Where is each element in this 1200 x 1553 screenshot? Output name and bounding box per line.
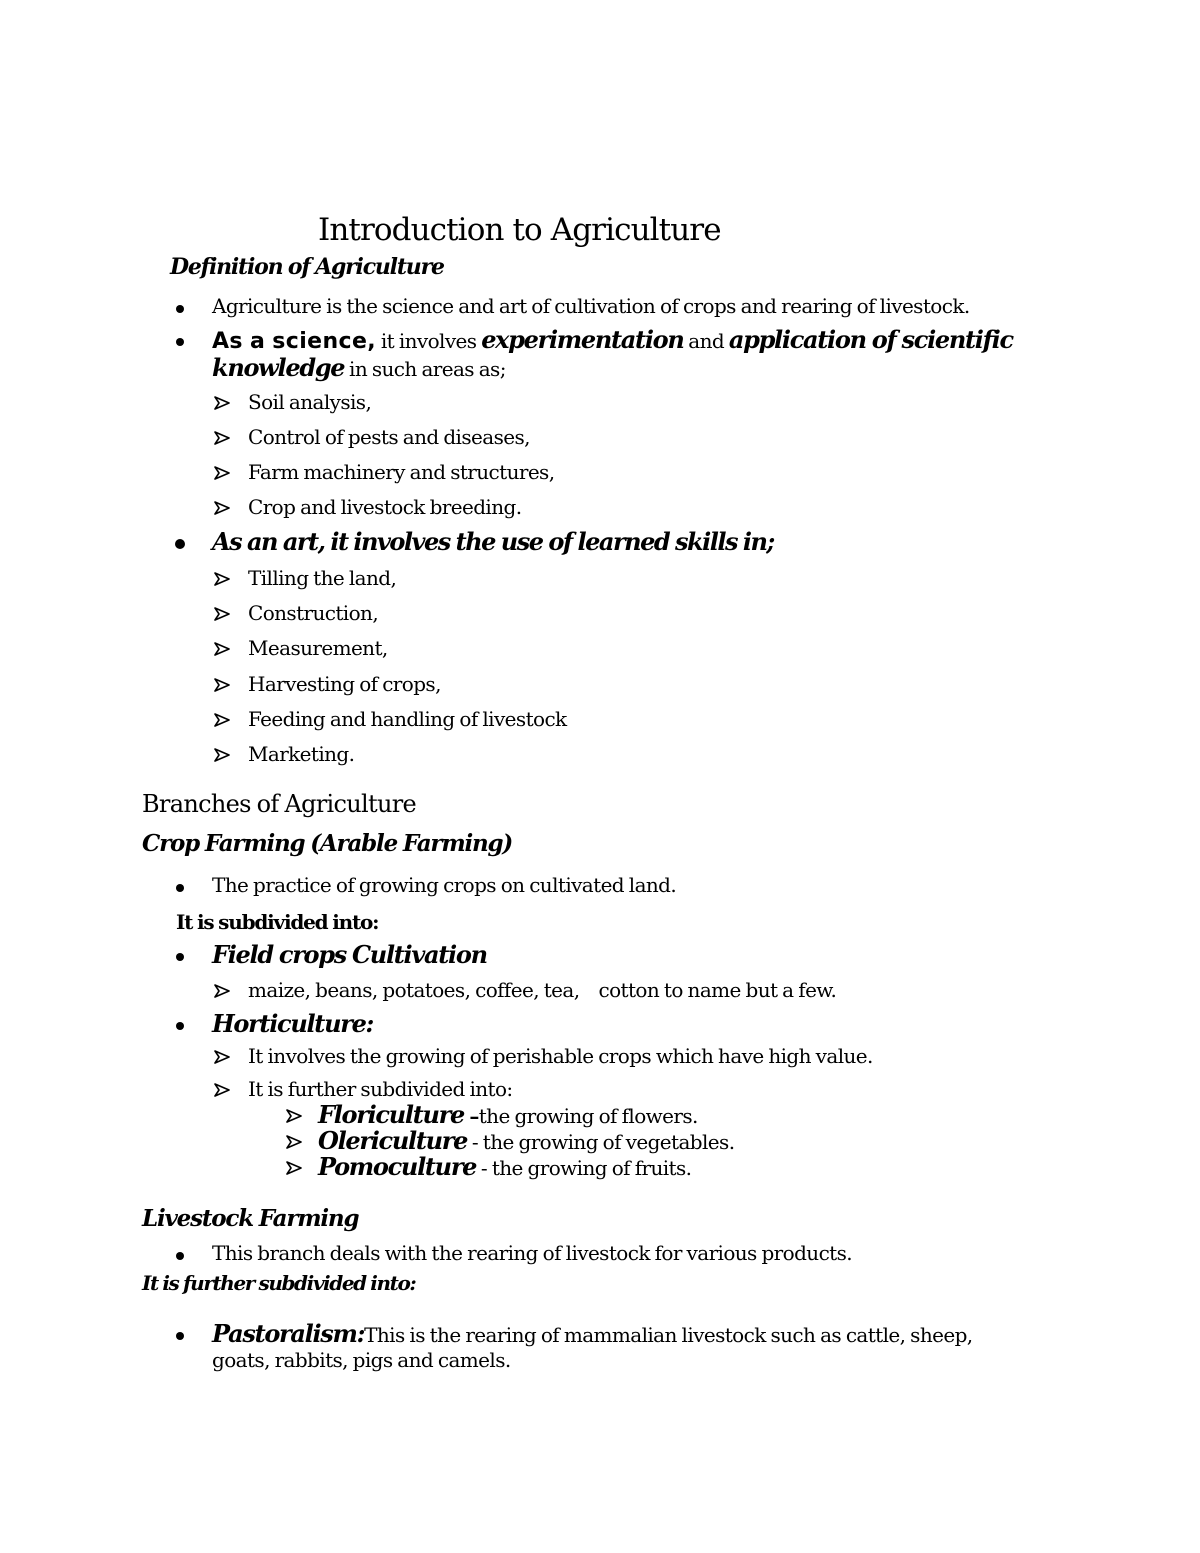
arrow-bullet-icon [214, 396, 230, 410]
science-emphasis-3: knowledge [212, 353, 345, 382]
definition-heading: Definition of Agriculture [170, 254, 444, 280]
arrow-bullet-icon [214, 501, 230, 515]
science-item: Farm machinery and structures, [248, 460, 555, 484]
arrow-bullet-icon [214, 607, 230, 621]
art-item: Marketing. [248, 742, 355, 766]
bullet-icon [176, 1022, 184, 1030]
science-item: Control of pests and diseases, [248, 425, 530, 449]
sub-term: Pomoculture [318, 1152, 477, 1181]
crop-farming-heading: Crop Farming (Arable Farming) [142, 830, 513, 857]
pastoralism-line-2: goats, rabbits, pigs and camels. [212, 1348, 511, 1372]
livestock-text: This branch deals with the rearing of livestock for various products. [212, 1241, 853, 1265]
arrow-bullet-icon [214, 713, 230, 727]
horticulture-item: It involves the growing of perishable crops which have high value. [248, 1044, 873, 1068]
arrow-bullet-icon [286, 1161, 302, 1175]
bullet-icon [176, 884, 184, 892]
sub-description: the growing of vegetables. [482, 1130, 735, 1154]
science-emphasis-1: experimentation [481, 325, 684, 354]
arrow-bullet-icon [214, 1050, 230, 1064]
sub-separator: – [463, 1104, 479, 1128]
livestock-subdivided-label: It is further subdivided into: [142, 1271, 416, 1295]
definition-text: Agriculture is the science and art of cultivation of crops and rearing of livestock. [212, 294, 970, 318]
arrow-bullet-icon [214, 678, 230, 692]
field-crops-examples: maize, beans, potatoes, coffee, tea, cotton to name but a few. [248, 978, 837, 1002]
arrow-bullet-icon [214, 431, 230, 445]
art-item: Construction, [248, 601, 379, 625]
bullet-icon [176, 305, 184, 313]
arrow-bullet-icon [214, 572, 230, 586]
arrow-bullet-icon [214, 748, 230, 762]
art-lead: As an art, it involves the use of learned skills in; [212, 527, 774, 556]
science-lead: As a science, [212, 329, 377, 354]
science-text-2: and [683, 329, 729, 353]
sub-separator: - [467, 1130, 483, 1154]
sub-term: Floriculture [318, 1100, 464, 1129]
art-item: Feeding and handling of livestock [248, 707, 567, 731]
science-line [212, 325, 1013, 354]
page-title: Introduction to Agriculture [318, 212, 721, 248]
arrow-bullet-icon [214, 642, 230, 656]
horticulture-sub-item [318, 1152, 692, 1181]
art-item: Harvesting of crops, [248, 672, 441, 696]
arrow-bullet-icon [286, 1135, 302, 1149]
field-crops-heading: Field crops Cultivation [212, 940, 487, 969]
science-item: Crop and livestock breeding. [248, 495, 522, 519]
branches-heading: Branches of Agriculture [142, 790, 416, 818]
sub-term: Olericulture [318, 1126, 468, 1155]
science-line-2 [212, 353, 506, 382]
arrow-bullet-icon [214, 1083, 230, 1097]
horticulture-heading: Horticulture: [212, 1009, 374, 1038]
sub-description: the growing of fruits. [491, 1156, 692, 1180]
pastoralism-text: This is the rearing of mammalian livestock such as cattle, sheep, [364, 1323, 973, 1347]
horticulture-item: It is further subdivided into: [248, 1077, 513, 1101]
crop-subdivided-label: It is subdivided into: [176, 910, 379, 934]
pastoralism-term: Pastoralism: [212, 1319, 365, 1348]
science-item: Soil analysis, [248, 390, 372, 414]
arrow-bullet-icon [214, 466, 230, 480]
horticulture-sub-item [318, 1100, 698, 1129]
crop-farming-text: The practice of growing crops on cultivated land. [212, 873, 677, 897]
arrow-bullet-icon [214, 984, 230, 998]
bullet-icon [176, 1332, 184, 1340]
science-text-1: it involves [376, 329, 482, 353]
horticulture-sub-item [318, 1126, 735, 1155]
bullet-icon [175, 539, 185, 549]
sub-separator: - [476, 1156, 492, 1180]
pastoralism-line [212, 1319, 973, 1348]
art-item: Tilling the land, [248, 566, 397, 590]
art-item: Measurement, [248, 636, 388, 660]
arrow-bullet-icon [286, 1109, 302, 1123]
bullet-icon [176, 953, 184, 961]
livestock-heading: Livestock Farming [142, 1205, 359, 1232]
sub-description: the growing of flowers. [478, 1104, 698, 1128]
science-emphasis-2: application of scientific [728, 325, 1013, 354]
bullet-icon [176, 338, 184, 346]
science-text-3: in such areas as; [344, 357, 506, 381]
bullet-icon [176, 1252, 184, 1260]
